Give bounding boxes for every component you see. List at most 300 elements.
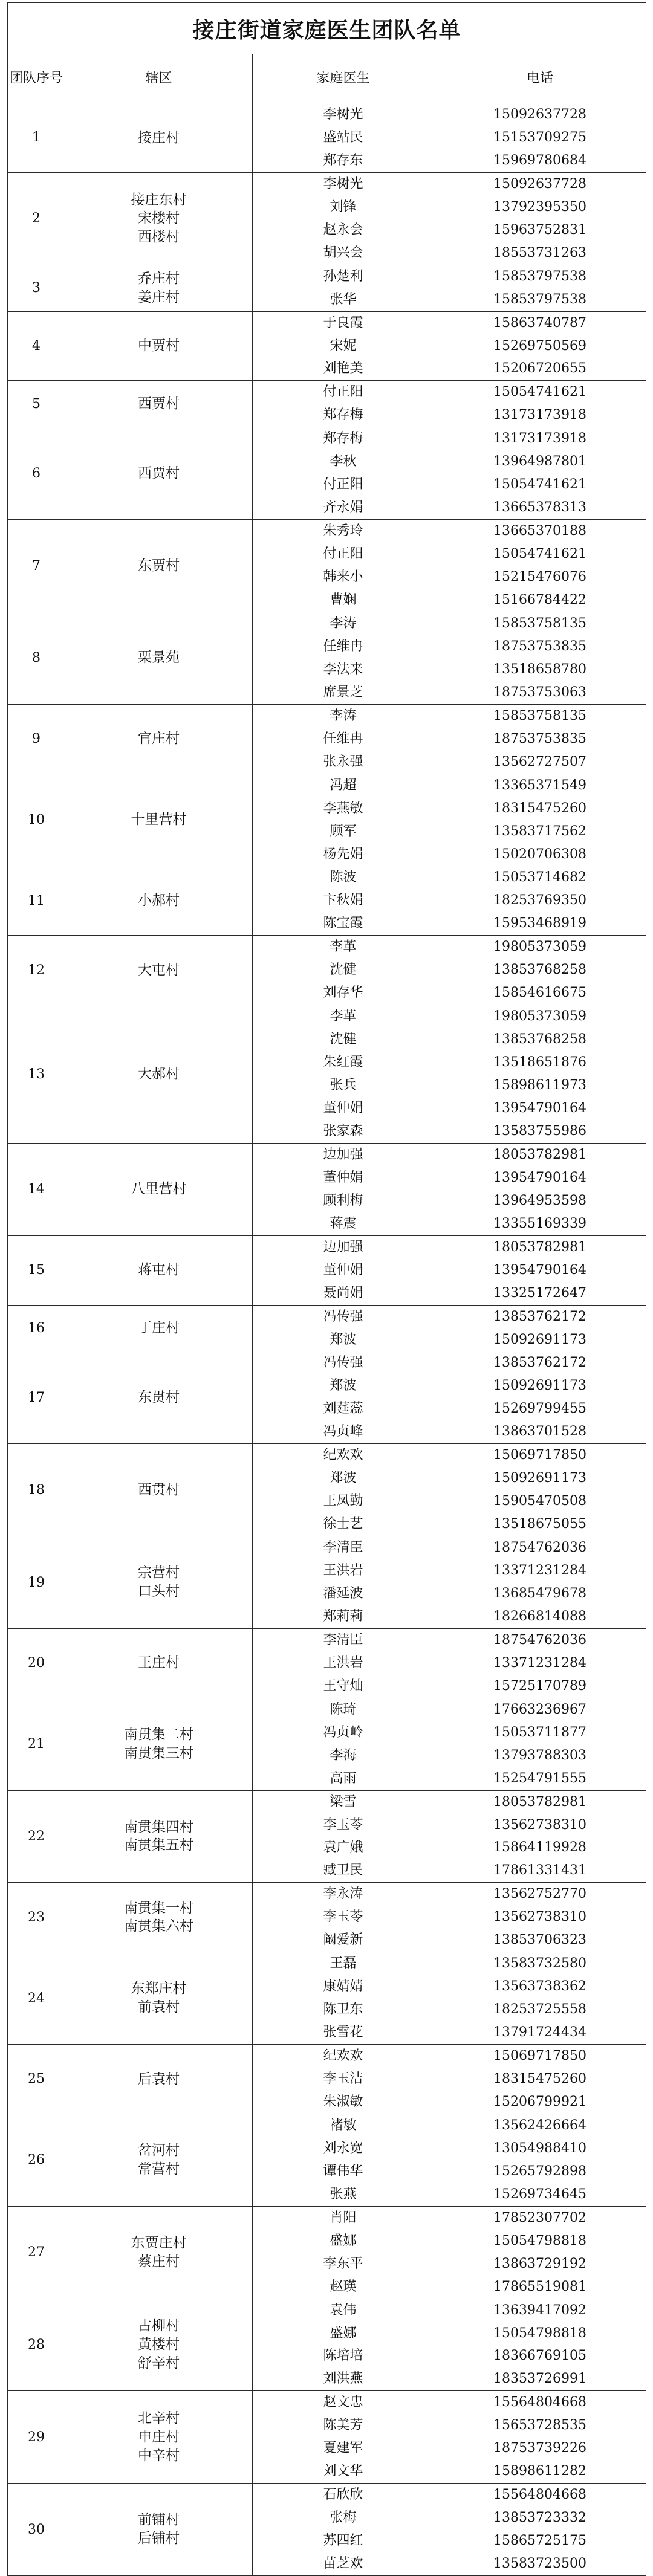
doctor-cell (253, 2391, 434, 2484)
table-row (8, 704, 646, 774)
phone-number: 18753753063 (493, 684, 586, 700)
phone-number: 13173173918 (493, 431, 586, 447)
village-name: 常营村 (138, 2161, 180, 2177)
doctor-name: 苏四红 (323, 2533, 363, 2549)
doctor-name: 朱秀玲 (323, 523, 363, 539)
phone-number: 13954790164 (493, 1170, 586, 1185)
doctor-name: 冯超 (330, 777, 357, 793)
doctor-name: 宋妮 (330, 338, 357, 354)
doctor-name: 赵永会 (323, 222, 363, 238)
village-cell (65, 2114, 253, 2206)
village-name: 西贾村 (138, 465, 180, 481)
team-number: 18 (8, 1444, 65, 1536)
phone-number: 15865725175 (493, 2533, 586, 2549)
doctor-name: 夏建军 (323, 2441, 363, 2456)
page-title: 接庄街道家庭医生团队名单 (8, 3, 646, 54)
phone-number: 15069717850 (493, 1448, 586, 1463)
village-name: 东贾庄村 (131, 2235, 187, 2251)
phone-number: 13665378313 (493, 500, 586, 516)
doctor-cell (253, 704, 434, 774)
phone-cell (434, 1305, 646, 1351)
team-number: 10 (8, 774, 65, 866)
header-phone: 电话 (434, 54, 646, 103)
doctor-name: 李秋 (330, 454, 357, 470)
doctor-name: 石欣欣 (323, 2487, 363, 2503)
table-row (8, 1444, 646, 1536)
doctor-name: 褚敏 (330, 2117, 357, 2133)
doctor-name: 孙楚利 (323, 268, 363, 284)
team-number: 15 (8, 1235, 65, 1305)
phone-cell (434, 1351, 646, 1444)
phone-number: 15564804668 (493, 2395, 586, 2410)
doctor-name: 边加强 (323, 1147, 363, 1162)
doctor-name: 张燕 (330, 2186, 357, 2202)
phone-number: 13518651876 (493, 1055, 586, 1070)
phone-number: 18266814088 (493, 1608, 586, 1624)
village-name: 东郑庄村 (131, 1981, 187, 1997)
doctor-name: 蒋震 (330, 1215, 357, 1231)
village-name: 后铺村 (138, 2531, 180, 2547)
doctor-name: 王洪岩 (323, 1655, 363, 1671)
phone-number: 18753739226 (493, 2441, 586, 2456)
phone-cell (434, 866, 646, 936)
team-number: 1 (8, 103, 65, 173)
phone-number: 18253769350 (493, 893, 586, 908)
phone-number: 18353726991 (493, 2371, 586, 2387)
table-row (8, 2045, 646, 2114)
phone-cell (434, 1952, 646, 2045)
doctor-name: 郑波 (330, 1471, 357, 1486)
village-name: 后袁村 (138, 2071, 180, 2087)
doctor-name: 梁雪 (330, 1794, 357, 1810)
phone-number: 13325172647 (493, 1285, 586, 1301)
doctor-name: 李清臣 (323, 1540, 363, 1556)
doctor-name: 郑存梅 (323, 431, 363, 447)
team-number: 27 (8, 2206, 65, 2299)
team-number: 2 (8, 172, 65, 265)
phone-cell (434, 265, 646, 311)
table-row (8, 1351, 646, 1444)
doctor-name: 张华 (330, 291, 357, 307)
phone-number: 15092637728 (493, 176, 586, 192)
table-row (8, 2484, 646, 2576)
doctor-cell (253, 103, 434, 173)
phone-cell (434, 1143, 646, 1235)
phone-number: 15054798818 (493, 2325, 586, 2341)
village-name: 前袁村 (138, 1999, 180, 2016)
phone-number: 13562738310 (493, 1909, 586, 1925)
doctor-cell (253, 612, 434, 704)
doctor-name: 赵瑛 (330, 2279, 357, 2294)
phone-number: 15269750569 (493, 338, 586, 354)
phone-number: 13562426664 (493, 2117, 586, 2133)
doctor-name: 赵文忠 (323, 2395, 363, 2410)
village-name: 南贯集五村 (124, 1837, 193, 1854)
doctor-name: 董仲娟 (323, 1262, 363, 1278)
phone-number: 15166784422 (493, 592, 586, 608)
doctor-name: 王洪岩 (323, 1563, 363, 1579)
doctor-name: 李树光 (323, 176, 363, 192)
doctor-name: 胡兴会 (323, 245, 363, 261)
phone-number: 18366769105 (493, 2348, 586, 2364)
village-cell (65, 2484, 253, 2576)
doctor-name: 陈琦 (330, 1701, 357, 1717)
table-row (8, 2206, 646, 2299)
doctor-cell (253, 1883, 434, 1952)
phone-number: 13355169339 (493, 1215, 586, 1231)
doctor-name: 刘文华 (323, 2464, 363, 2479)
village-name: 古柳村 (138, 2318, 180, 2334)
phone-number: 15092637728 (493, 107, 586, 122)
phone-cell (434, 311, 646, 381)
header-village: 辖区 (65, 54, 253, 103)
doctor-name: 杨先娟 (323, 846, 363, 862)
village-cell (65, 704, 253, 774)
doctor-name: 顾军 (330, 823, 357, 839)
phone-number: 13665370188 (493, 523, 586, 539)
doctor-name: 盛娜 (330, 2325, 357, 2341)
doctor-name: 李法来 (323, 661, 363, 677)
phone-number: 13863701528 (493, 1424, 586, 1440)
doctor-cell (253, 1536, 434, 1629)
doctor-cell (253, 1143, 434, 1235)
village-cell (65, 381, 253, 427)
doctor-name: 张永强 (323, 754, 363, 769)
phone-number: 15853758135 (493, 708, 586, 723)
phone-number: 15054741621 (493, 546, 586, 562)
phone-number: 13518658780 (493, 661, 586, 677)
table-row (8, 311, 646, 381)
doctor-name: 聂尚娟 (323, 1285, 363, 1301)
doctor-cell (253, 427, 434, 520)
doctor-name: 纪欢欢 (323, 2048, 363, 2064)
village-cell (65, 1790, 253, 1883)
team-number: 12 (8, 936, 65, 1005)
phone-number: 13792395350 (493, 199, 586, 215)
team-number: 16 (8, 1305, 65, 1351)
doctor-name: 李燕敏 (323, 800, 363, 816)
phone-number: 13853723332 (493, 2510, 586, 2526)
team-number: 23 (8, 1883, 65, 1952)
team-number: 7 (8, 520, 65, 612)
phone-cell (434, 774, 646, 866)
doctor-cell (253, 2114, 434, 2206)
doctor-cell (253, 381, 434, 427)
table-row (8, 2299, 646, 2391)
doctor-name: 臧卫民 (323, 1863, 363, 1879)
doctor-name: 李涛 (330, 615, 357, 631)
phone-cell (434, 381, 646, 427)
table-row (8, 427, 646, 520)
phone-number: 13791724434 (493, 2025, 586, 2040)
phone-number: 15069717850 (493, 2048, 586, 2064)
doctor-name: 冯传强 (323, 1355, 363, 1371)
phone-cell (434, 704, 646, 774)
village-name: 接庄村 (138, 129, 180, 146)
village-name: 南贯集二村 (124, 1726, 193, 1743)
doctor-name: 沈健 (330, 1032, 357, 1047)
doctor-name: 刘洪燕 (323, 2371, 363, 2387)
doctor-name: 齐永娟 (323, 500, 363, 516)
team-number: 13 (8, 1005, 65, 1144)
phone-number: 15206720655 (493, 361, 586, 377)
phone-cell (434, 2114, 646, 2206)
phone-number: 13563738362 (493, 1979, 586, 1995)
doctor-name: 付正阳 (323, 477, 363, 493)
phone-cell (434, 936, 646, 1005)
village-name: 乔庄村 (138, 270, 180, 286)
doctor-name: 张家森 (323, 1123, 363, 1139)
table-row (8, 1536, 646, 1629)
doctor-cell (253, 1444, 434, 1536)
phone-number: 13954790164 (493, 1100, 586, 1116)
phone-number: 15905470508 (493, 1493, 586, 1509)
village-cell (65, 2045, 253, 2114)
doctor-cell (253, 2484, 434, 2576)
phone-number: 18753753835 (493, 731, 586, 746)
phone-number: 13793788303 (493, 1747, 586, 1763)
team-number: 5 (8, 381, 65, 427)
doctor-cell (253, 2045, 434, 2114)
doctor-name: 顾利梅 (323, 1193, 363, 1208)
phone-number: 18253725558 (493, 2002, 586, 2018)
phone-number: 13853762172 (493, 1355, 586, 1371)
village-cell (65, 1005, 253, 1144)
village-cell (65, 1952, 253, 2045)
table-row (8, 1235, 646, 1305)
doctor-name: 郑存东 (323, 152, 363, 168)
village-name: 姜庄村 (138, 289, 180, 305)
village-name: 宋楼村 (138, 210, 180, 227)
village-cell (65, 311, 253, 381)
doctor-cell (253, 1698, 434, 1790)
village-cell (65, 2299, 253, 2391)
team-number: 24 (8, 1952, 65, 2045)
phone-number: 13583717562 (493, 823, 586, 839)
village-name: 丁庄村 (138, 1320, 180, 1336)
village-name: 岔河村 (138, 2143, 180, 2159)
doctor-name: 李树光 (323, 107, 363, 122)
doctor-cell (253, 866, 434, 936)
team-number: 26 (8, 2114, 65, 2206)
phone-number: 17852307702 (493, 2210, 586, 2225)
phone-number: 13365371549 (493, 777, 586, 793)
doctor-name: 陈培培 (323, 2348, 363, 2364)
phone-number: 17663236967 (493, 1701, 586, 1717)
team-number: 22 (8, 1790, 65, 1883)
team-number: 4 (8, 311, 65, 381)
doctor-name: 王凤勤 (323, 1493, 363, 1509)
phone-number: 15054741621 (493, 384, 586, 400)
village-cell (65, 774, 253, 866)
phone-number: 13562752770 (493, 1886, 586, 1902)
village-name: 前铺村 (138, 2512, 180, 2528)
phone-cell (434, 2045, 646, 2114)
village-name: 南贯集三村 (124, 1745, 193, 1761)
phone-number: 15092691173 (493, 1378, 586, 1394)
phone-cell (434, 103, 646, 173)
village-cell (65, 172, 253, 265)
doctor-name: 肖阳 (330, 2210, 357, 2225)
village-cell (65, 2391, 253, 2484)
doctor-name: 冯贞岭 (323, 1724, 363, 1740)
phone-cell (434, 2391, 646, 2484)
phone-number: 18553731263 (493, 245, 586, 261)
village-name: 西贾村 (138, 395, 180, 412)
doctor-name: 冯传强 (323, 1309, 363, 1324)
phone-cell (434, 427, 646, 520)
doctor-team-table (7, 2, 646, 2576)
phone-number: 18053782981 (493, 1147, 586, 1162)
village-name: 北辛村 (138, 2410, 180, 2427)
doctor-name: 袁伟 (330, 2302, 357, 2318)
table-row (8, 265, 646, 311)
doctor-name: 李玉苓 (323, 1909, 363, 1925)
village-cell (65, 1351, 253, 1444)
village-name: 大郝村 (138, 1066, 180, 1082)
doctor-name: 郑波 (330, 1378, 357, 1394)
doctor-cell (253, 1235, 434, 1305)
village-name: 西贯村 (138, 1481, 180, 1498)
phone-number: 15206799921 (493, 2094, 586, 2109)
table-row (8, 774, 646, 866)
doctor-name: 陈卫东 (323, 2002, 363, 2018)
phone-number: 13371231284 (493, 1655, 586, 1671)
phone-number: 15963752831 (493, 222, 586, 238)
doctor-name: 李玉苓 (323, 1817, 363, 1833)
phone-number: 13954790164 (493, 1262, 586, 1278)
team-number: 19 (8, 1536, 65, 1629)
doctor-name: 李玉洁 (323, 2071, 363, 2087)
doctor-name: 纪欢欢 (323, 1448, 363, 1463)
village-name: 黄楼村 (138, 2337, 180, 2353)
phone-cell (434, 2484, 646, 2576)
phone-number: 15054798818 (493, 2233, 586, 2248)
team-number: 8 (8, 612, 65, 704)
phone-number: 15215476076 (493, 569, 586, 585)
doctor-cell (253, 172, 434, 265)
table-row (8, 1698, 646, 1790)
village-name: 八里营村 (131, 1181, 187, 1197)
doctor-name: 徐士艺 (323, 1516, 363, 1532)
village-name: 中贾村 (138, 338, 180, 354)
team-number: 9 (8, 704, 65, 774)
phone-number: 15854616675 (493, 985, 586, 1001)
table-row (8, 1790, 646, 1883)
village-name: 南贯集四村 (124, 1819, 193, 1835)
phone-number: 17861331431 (493, 1863, 586, 1879)
table-row (8, 866, 646, 936)
phone-cell (434, 1790, 646, 1883)
phone-number: 15725170789 (493, 1678, 586, 1694)
table-row (8, 612, 646, 704)
phone-number: 19805373059 (493, 939, 586, 955)
village-cell (65, 427, 253, 520)
phone-cell (434, 1235, 646, 1305)
table-row (8, 172, 646, 265)
village-cell (65, 265, 253, 311)
table-row (8, 381, 646, 427)
header-team-no: 团队序号 (8, 54, 65, 103)
doctor-cell (253, 1351, 434, 1444)
doctor-cell (253, 2206, 434, 2299)
doctor-name: 卞秋娟 (323, 893, 363, 908)
village-name: 十里营村 (131, 812, 187, 828)
phone-cell (434, 172, 646, 265)
doctor-name: 任维冉 (323, 638, 363, 654)
team-number: 11 (8, 866, 65, 936)
village-cell (65, 1628, 253, 1698)
village-cell (65, 1883, 253, 1952)
village-cell (65, 1235, 253, 1305)
phone-number: 13639417092 (493, 2302, 586, 2318)
phone-cell (434, 2206, 646, 2299)
phone-number: 15053714682 (493, 870, 586, 885)
village-cell (65, 612, 253, 704)
doctor-name: 刘存华 (323, 985, 363, 1001)
doctor-name: 张雪花 (323, 2025, 363, 2040)
doctor-name: 李永涛 (323, 1886, 363, 1902)
doctor-name: 席景芝 (323, 684, 363, 700)
phone-number: 19805373059 (493, 1009, 586, 1024)
doctor-name: 朱红霞 (323, 1055, 363, 1070)
phone-number: 15053711877 (493, 1724, 586, 1740)
phone-number: 17865519081 (493, 2279, 586, 2294)
phone-number: 13964953598 (493, 1193, 586, 1208)
doctor-name: 谭伟华 (323, 2163, 363, 2179)
phone-number: 13518675055 (493, 1516, 586, 1532)
header-doctor: 家庭医生 (253, 54, 434, 103)
phone-number: 13562738310 (493, 1817, 586, 1833)
doctor-cell (253, 936, 434, 1005)
village-name: 接庄东村 (131, 192, 187, 208)
team-number: 21 (8, 1698, 65, 1790)
doctor-cell (253, 774, 434, 866)
doctor-name: 边加强 (323, 1239, 363, 1255)
phone-number: 13173173918 (493, 407, 586, 423)
doctor-name: 郑莉莉 (323, 1608, 363, 1624)
team-number: 29 (8, 2391, 65, 2484)
doctor-name: 李涛 (330, 708, 357, 723)
table-row (8, 2391, 646, 2484)
phone-cell (434, 1444, 646, 1536)
table-row (8, 1883, 646, 1952)
phone-number: 15898611973 (493, 1078, 586, 1093)
doctor-name: 李革 (330, 1009, 357, 1024)
doctor-name: 高雨 (330, 1770, 357, 1786)
village-name: 大屯村 (138, 962, 180, 978)
phone-number: 13853706323 (493, 1932, 586, 1948)
phone-number: 15863740787 (493, 315, 586, 331)
doctor-name: 王磊 (330, 1956, 357, 1972)
table-row (8, 1143, 646, 1235)
phone-number: 15269799455 (493, 1401, 586, 1417)
team-number: 14 (8, 1143, 65, 1235)
team-number: 20 (8, 1628, 65, 1698)
village-name: 舒辛村 (138, 2355, 180, 2371)
doctor-cell (253, 1305, 434, 1351)
doctor-name: 李清臣 (323, 1632, 363, 1648)
doctor-name: 刘莛蕊 (323, 1401, 363, 1417)
village-name: 宗营村 (138, 1565, 180, 1581)
doctor-name: 陈美芳 (323, 2418, 363, 2433)
doctor-cell (253, 1005, 434, 1144)
doctor-cell (253, 311, 434, 381)
phone-number: 15864119928 (493, 1840, 586, 1856)
phone-number: 15265792898 (493, 2163, 586, 2179)
doctor-name: 阚爱新 (323, 1932, 363, 1948)
doctor-cell (253, 1952, 434, 2045)
